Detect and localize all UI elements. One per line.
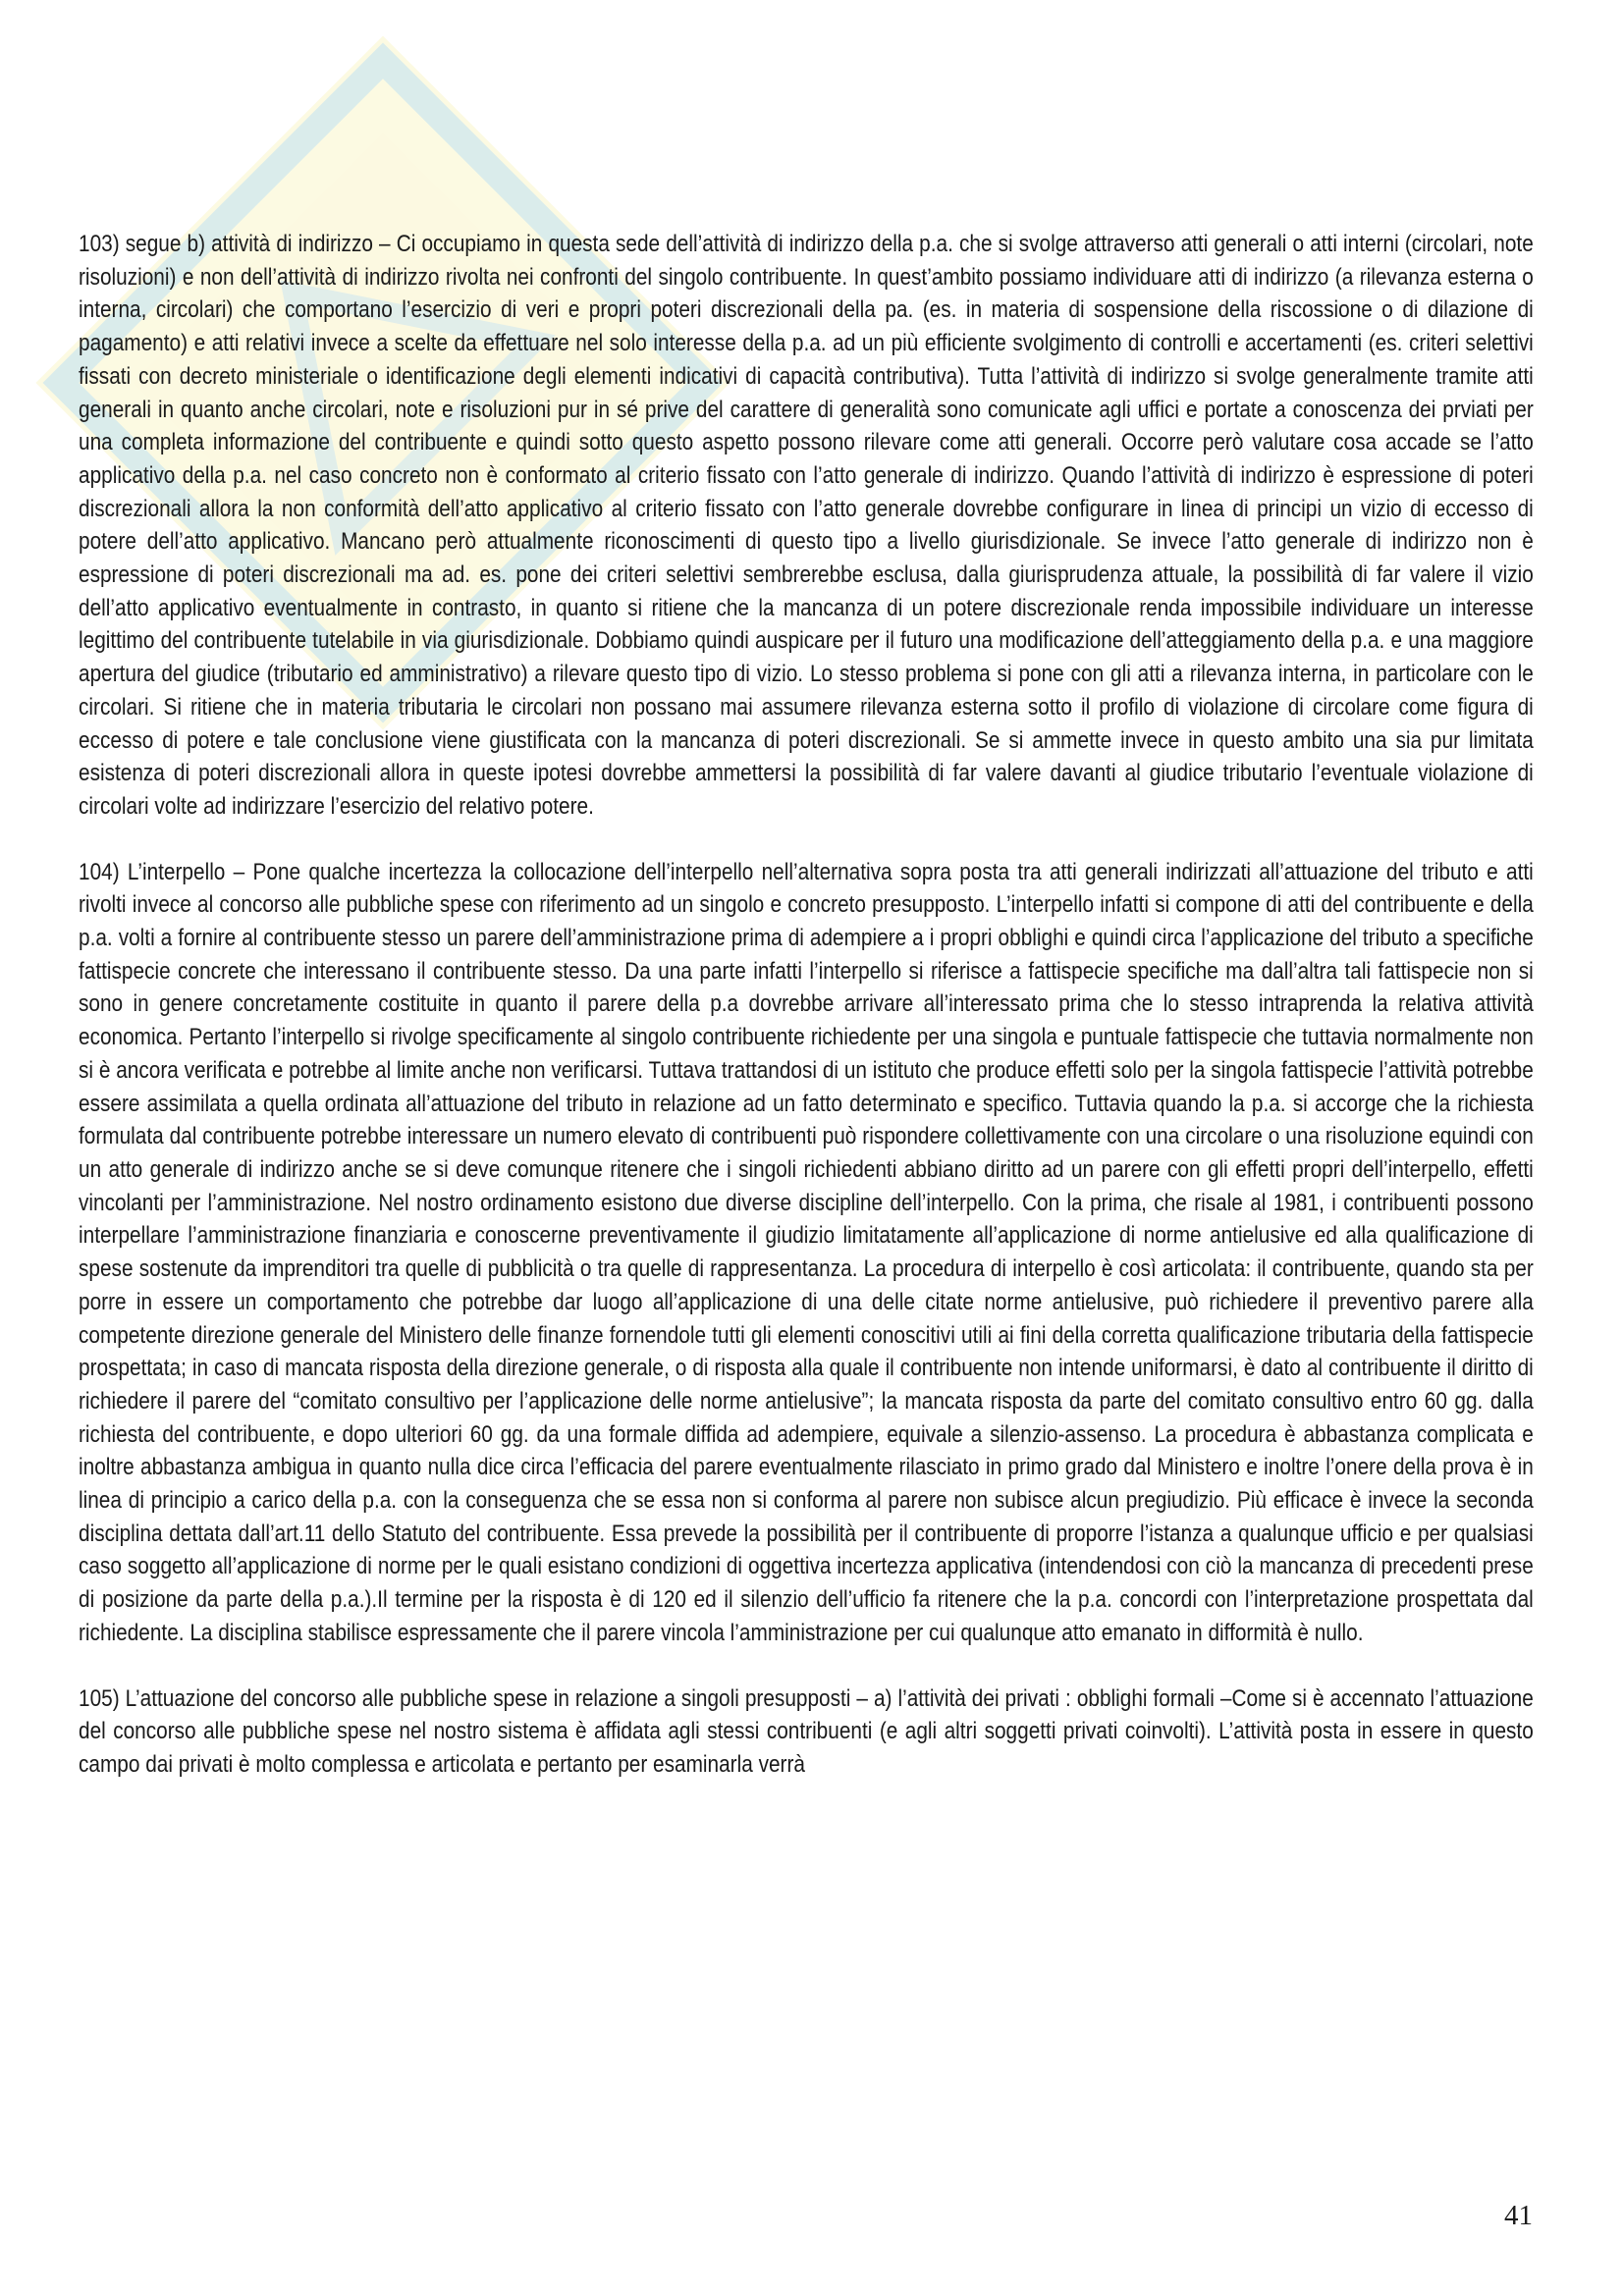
paragraph-104: 104) L’interpello – Pone qualche incertezza la collocazione dell’interpello nell’alternativa sopra posta tra atti generali indirizzati all’attuazione del tributo e atti rivolti invece al concorso alle pubbliche spese con riferimento ad un singolo e concreto presupposto. L’interpello infatti si compone di atti del contribuente e della p.a. volti a fornire al contribuente stesso un parere dell’amministrazione prima di adempiere a i propri obblighi e quindi circa l’applicazione del tributo a specifiche fattispecie concrete che interessano il contribuente stesso. Da una parte infatti l’interpello si riferisce a fattispecie specifiche ma dall’altra tali fattispecie non si sono in genere concretamente costituite in quanto il parere della p.a dovrebbe arrivare all’interessato prima che lo stesso intraprenda la relativa attività economica. Pertanto l’interpello si rivolge specificamente al singolo contribuente richiedente per una singola e puntuale fattispecie che tuttavia normalmente non si è ancora verificata e potrebbe al limite anche non verificarsi. Tuttava trattandosi di un istituto che produce effetti solo per la singola fattispecie l’attività potrebbe essere assimilata a quella ordinata all’attuazione del tributo in relazione ad un fatto determinato e specifico. Tuttavia quando la p.a. si accorge che la richiesta formulata dal contribuente potrebbe interessare un numero elevato di contribuenti può rispondere collettivamente con una circolare o una risoluzione equindi con un atto generale di indirizzo anche se si deve comunque ritenere che i singoli richiedenti abbiano diritto ad un parere con gli effetti propri dell’interpello, effetti vincolanti per l’amministrazione. Nel nostro ordinamento esistono due diverse discipline dell’interpello. Con la prima, che risale al 1981, i contribuenti possono interpellare l’amministrazione finanziaria e conoscerne preventivamente il giudizio limitatamente all’applicazione di norme antielusive ed alla qualificazione di spese sostenute da imprenditori tra quelle di pubblicità o tra quelle di rappresentanza. La procedura di interpello è così articolata: il contribuente, quando sta per porre in essere un comportamento che potrebbe dar luogo all’applicazione di una delle citate norme antielusive, può richiedere il preventivo parere alla competente direzione generale del Ministero delle finanze fornendole tutti gli elementi conoscitivi utili ai fini della corretta qualificazione tributaria della fattispecie prospettata; in caso di mancata risposta della direzione generale, o di risposta alla quale il contribuente non intende uniformarsi, è dato al contribuente il diritto di richiedere il parere del “comitato consultivo per l’applicazione delle norme antielusive”; la mancata risposta da parte del comitato consultivo entro 60 gg. dalla richiesta del contribuente, e dopo ulteriori 60 gg. da una formale diffida ad adempiere, equivale a silenzio-assenso. La procedura è abbastanza complicata e inoltre abbastanza ambigua in quanto nulla dice circa l’efficacia del parere eventualmente rilasciato in primo grado dal Ministero e inoltre l’onere della prova è in linea di principio a carico della p.a. con la conseguenza che se essa non si conforma al parere non subisce alcun pregiudizio. Più efficace è invece la seconda disciplina dettata dall’art.11 dello Statuto del contribuente. Essa prevede la possibilità per il contribuente di proporre l’istanza a qualunque ufficio e per qualsiasi caso soggetto all’applicazione di norme per le quali esistano condizioni di oggettiva incertezza applicativa (intendendosi con ciò la mancanza di precedenti prese di posizione da parte della p.a.).Il termine per la risposta è di 120 ed il silenzio dell’ufficio fa ritenere che la p.a. concordi con l’interpretazione prospettata dal richiedente. La disciplina stabilisce espressamente che il parere vincola l’amministrazione per cui qualunque atto emanato in difformità è nullo. [79,858,1534,1646]
paragraph-103: 103) segue b) attività di indirizzo – Ci occupiamo in questa sede dell’attività di indirizzo della p.a. che si svolge attraverso atti generali o atti interni (circolari, note risoluzioni) e non dell’attività di indirizzo rivolta nei confronti del singolo contribuente. In quest’ambito possiamo individuare atti di indirizzo (a rilevanza esterna o interna, circolari) che comportano l’esercizio di veri e propri poteri discrezionali della pa. (es. in materia di sospensione della riscossione o di dilazione di pagamento) e atti relativi invece a scelte da effettuare nel solo interesse della p.a. ad un più efficiente svolgimento di controlli e accertamenti (es. criteri selettivi fissati con decreto ministeriale o identificazione degli elementi indicativi di capacità contributiva). Tutta l’attività di indirizzo si svolge generalmente tramite atti generali in quanto anche circolari, note e risoluzioni pur in sé prive del carattere di generalità sono comunicate agli uffici e portate a conoscenza dei prviati per una completa informazione del contribuente e quindi sotto questo aspetto possono rilevare come atti generali. Occorre però valutare cosa accade se l’atto applicativo della p.a. nel caso concreto non è conformato al criterio fissato con l’atto generale di indirizzo. Quando l’attività di indirizzo è espressione di poteri discrezionali allora la non conformità dell’atto applicativo al criterio fissato con l’atto generale dovrebbe configurare in linea di principi un vizio di eccesso di potere dell’atto applicativo. Mancano però attualmente riconoscimenti di questo tipo a livello giurisdizionale. Se invece l’atto generale di indirizzo non è espressione di poteri discrezionali ma ad. es. pone dei criteri selettivi sembrerebbe esclusa, dalla giurisprudenza attuale, la possibilità di far valere il vizio dell’atto applicativo eventualmente in contrasto, in quanto si ritiene che la mancanza di un potere discrezionale renda impossibile individuare un interesse legittimo del contribuente tutelabile in via giurisdizionale. Dobbiamo quindi auspicare per il futuro una modificazione dell’atteggiamento della p.a. e una maggiore apertura del giudice (tributario ed amministrativo) a rilevare questo tipo di vizio. Lo stesso problema si pone con gli atti a rilevanza interna, in particolare con le circolari. Si ritiene che in materia tributaria le circolari non possano mai assumere rilevanza esterna sotto il profilo di violazione di circolare come figura di eccesso di potere e tale conclusione viene giustificata con la mancanza di poteri discrezionali. Se si ammette invece in questo ambito una sia pur limitata esistenza di poteri discrezionali allora in queste ipotesi dovrebbe ammettersi la possibilità di far valere davanti al giudice tributario l’eventuale violazione di circolari volte ad indirizzare l’esercizio del relativo potere. [79,231,1534,820]
page-number: 41 [1504,2200,1533,2231]
paragraph-105: 105) L’attuazione del concorso alle pubbliche spese in relazione a singoli presupposti – a) l’attività dei privati : obblighi formali –Come si è accennato l’attuazione del concorso alle pubbliche spese nel nostro sistema è affidata agli stessi contribuenti (e agli altri soggetti privati coinvolti). L’attività posta in essere in questo campo dai privati è molto complessa e articolata e pertanto per esaminarla verrà [79,1684,1534,1778]
document-body [79,228,1534,1814]
